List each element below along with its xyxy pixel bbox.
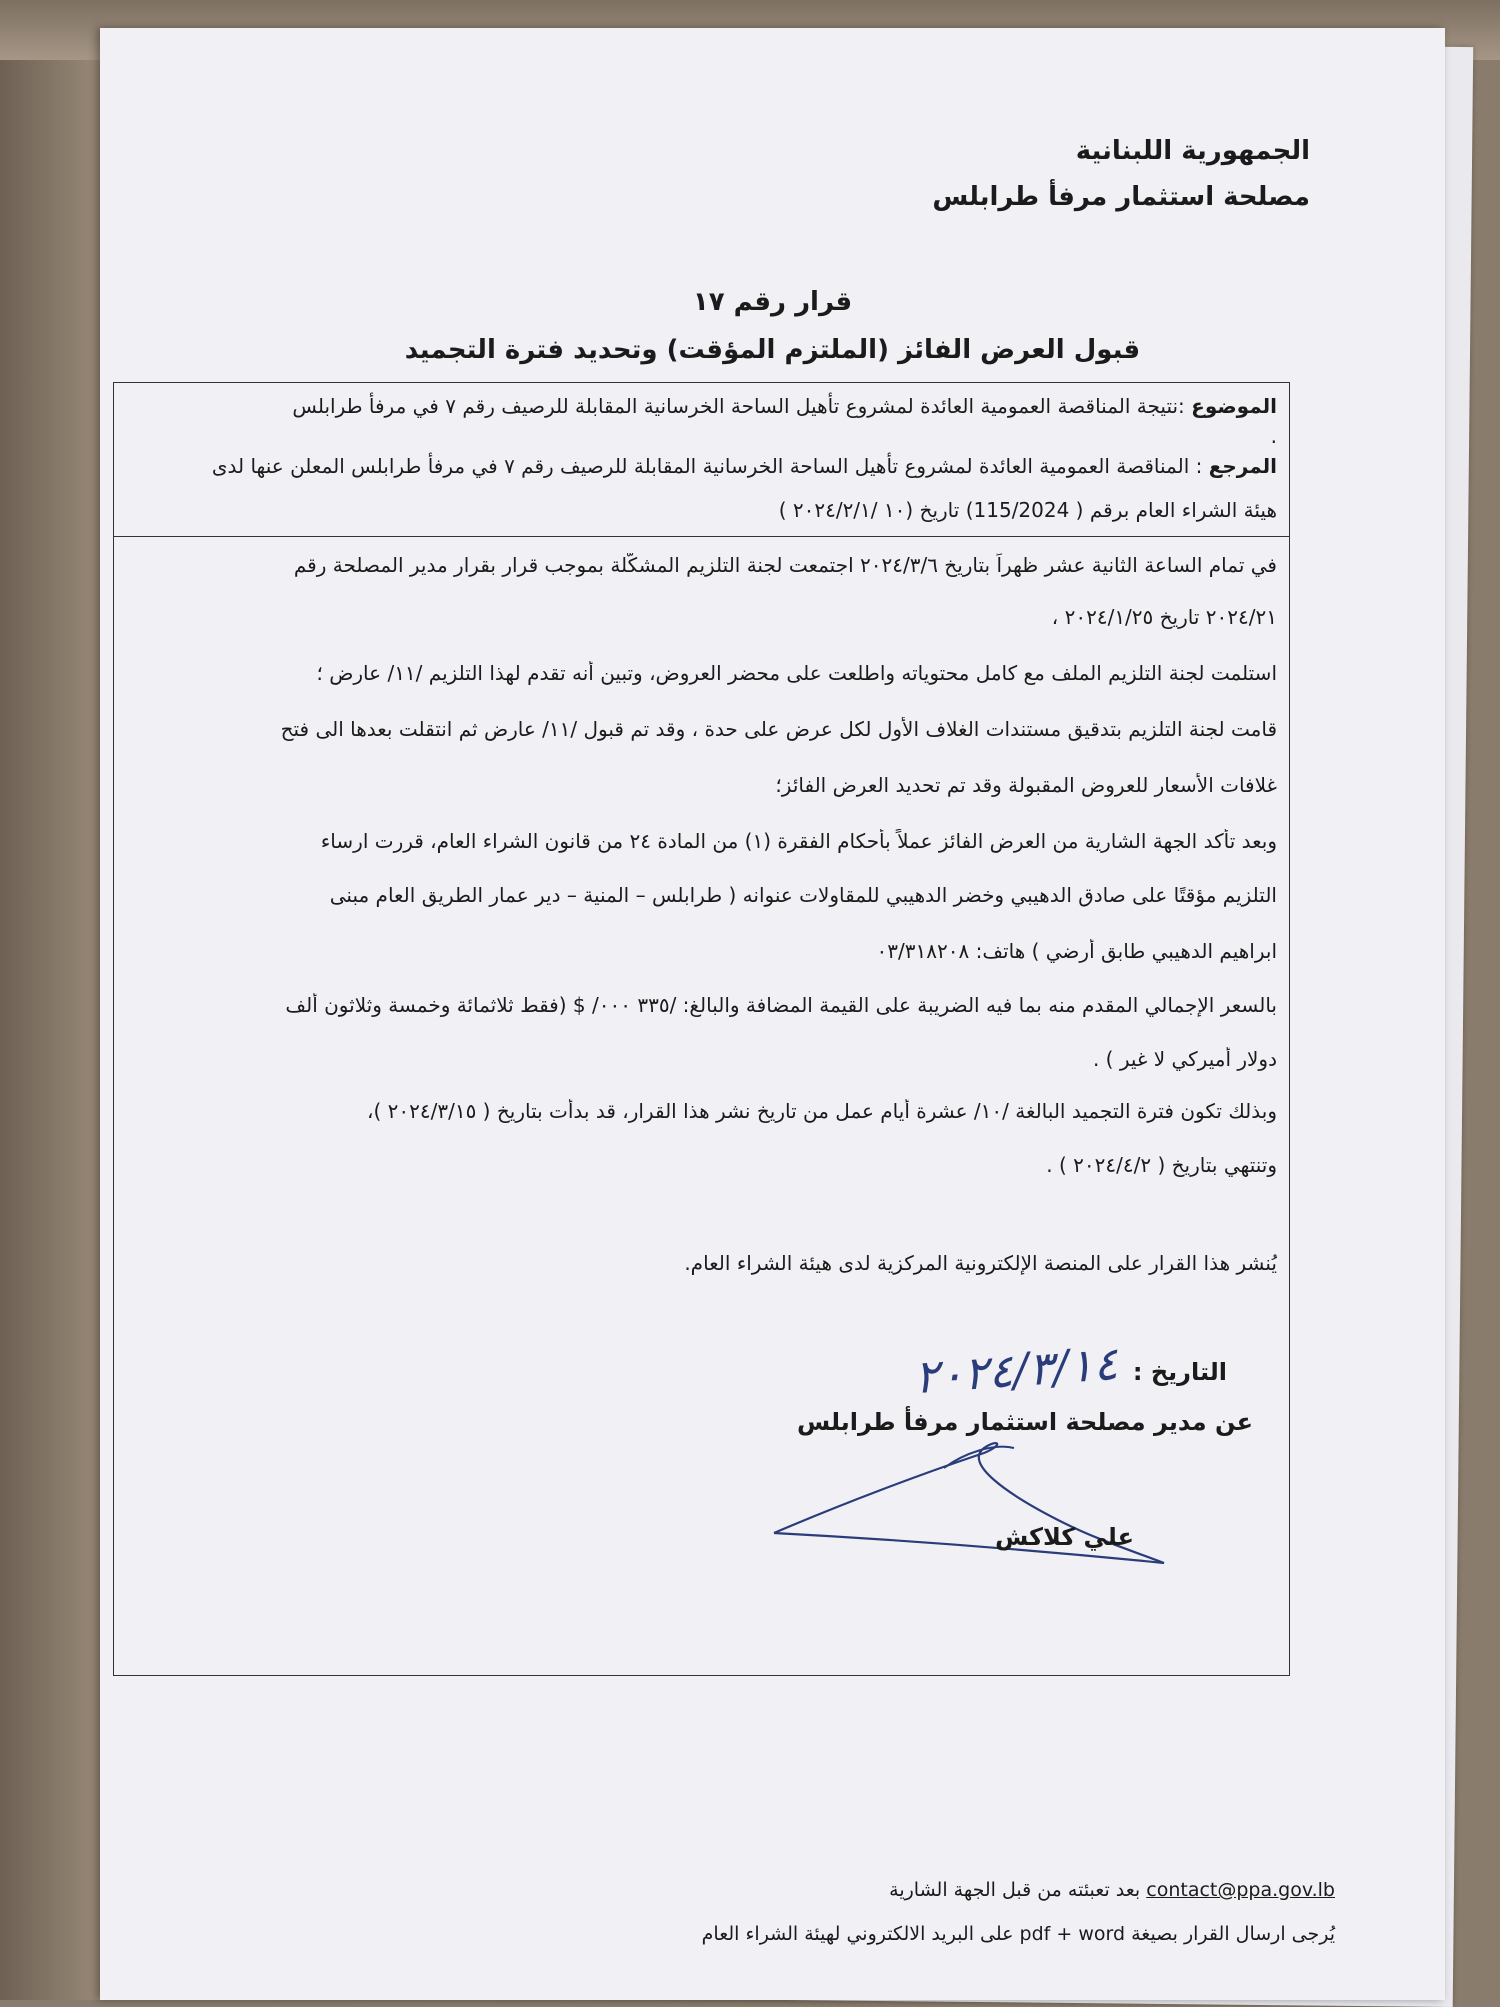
subject-text: :نتيجة المناقصة العمومية العائدة لمشروع تأهيل الساحة الخرسانية المقابلة للرصيف رقم ٧ في مرفأ طرابلس: [292, 394, 1185, 418]
document-page: [100, 28, 1445, 2000]
letterhead: [932, 128, 1310, 220]
body-line: في تمام الساعة الثانية عشر ظهراً بتاريخ ٢٠٢٤/٣/٦ اجتمعت لجنة التلزيم المشكّلة بموجب قرار بقرار مدير المصلحة رقم: [293, 553, 1277, 577]
reference-line-1: [130, 449, 1277, 483]
body-line: غلافات الأسعار للعروض المقبولة وقد تم تحديد العرض الفائز؛: [775, 773, 1277, 797]
footer-line-1: [185, 1868, 1335, 1912]
subject-line-2: .: [1270, 424, 1277, 448]
signatory-name: علي كلاكش: [995, 1523, 1134, 1551]
body-line: دولار أميركي لا غير ) .: [1092, 1047, 1277, 1071]
subject-reference-section: [114, 383, 1289, 537]
decision-titles: [100, 278, 1445, 374]
republic-name: الجمهورية اللبنانية: [1075, 136, 1310, 166]
body-line: وبذلك تكون فترة التجميد البالغة /١٠/ عشرة أيام عمل من تاريخ نشر هذا القرار، قد بدأت بتاريخ ( ٢٠٢٤/٣/١٥ )،: [367, 1099, 1277, 1123]
body-line: وتنتهي بتاريخ ( ٢٠٢٤/٤/٢ ) .: [1046, 1153, 1277, 1177]
body-line: استلمت لجنة التلزيم الملف مع كامل محتوياته واطلعت على محضر العروض، وتبين أنه تقدم لهذا التلزيم /١١/ عارض ؛: [316, 661, 1277, 685]
reference-text: : المناقصة العمومية العائدة لمشروع تأهيل الساحة الخرسانية المقابلة للرصيف رقم ٧ في مرفأ طرابلس المعلن عنها لدى: [211, 454, 1203, 478]
body-line: وبعد تأكد الجهة الشارية من العرض الفائز عملاً بأحكام الفقرة (١) من المادة ٢٤ من قانون الشراء العام، قررت ارساء: [320, 829, 1277, 853]
reference-label: المرجع: [1208, 454, 1277, 478]
body-line: ٢٠٢٤/٢١ تاريخ ٢٠٢٤/١/٢٥ ،: [1051, 605, 1277, 629]
body-line: بالسعر الإجمالي المقدم منه بما فيه الضريبة على القيمة المضافة والبالغ: /٣٣٥ ٠٠٠/ $ (فقط ثلاثمائة وخمسة وثلاثون ألف: [285, 993, 1277, 1017]
footer-after-fill: بعد تعبئته من قبل الجهة الشارية: [889, 1879, 1141, 1901]
body-line: التلزيم مؤقتًا على صادق الدهيبي وخضر الدهيبي للمقاولات عنوانه ( طرابلس – المنية – دير عمار الطريق العام مبنى: [329, 883, 1277, 907]
footer-line-2: يُرجى ارسال القرار بصيغة pdf + word على البريد الالكتروني لهيئة الشراء العام: [701, 1923, 1335, 1945]
body-line: ابراهيم الدهيبي طابق أرضي ) هاتف: ٠٣/٣١٨٢٠٨: [876, 939, 1277, 963]
authority-name: مصلحة استثمار مرفأ طرابلس: [932, 182, 1310, 212]
contact-email-link[interactable]: contact@ppa.gov.lb: [1146, 1879, 1335, 1901]
reference-line-2: هيئة الشراء العام برقم ( 115/2024) تاريخ (١٠ /٢٠٢٤/٢/١ ): [778, 498, 1277, 522]
decision-box: [113, 382, 1290, 1676]
signature-mark: [764, 1433, 1184, 1583]
subject-label: الموضوع: [1191, 394, 1277, 418]
date-label: التاريخ :: [1132, 1358, 1227, 1386]
handwritten-date: ٢٠٢٤/٣/١٤: [912, 1335, 1120, 1405]
body-line: قامت لجنة التلزيم بتدقيق مستندات الغلاف الأول لكل عرض على حدة ، وقد تم قبول /١١/ عارض ثم انتقلت بعدها الى فتح: [280, 717, 1277, 741]
signatory-title: عن مدير مصلحة استثمار مرفأ طرابلس: [797, 1408, 1253, 1436]
decision-number: قرار رقم ١٧: [692, 287, 853, 317]
footer-note: [185, 1868, 1335, 1956]
subject-line-1: [130, 389, 1277, 423]
decision-title: قبول العرض الفائز (الملتزم المؤقت) وتحديد فترة التجميد: [404, 335, 1141, 365]
publication-line: يُنشر هذا القرار على المنصة الإلكترونية المركزية لدى هيئة الشراء العام.: [684, 1251, 1277, 1275]
